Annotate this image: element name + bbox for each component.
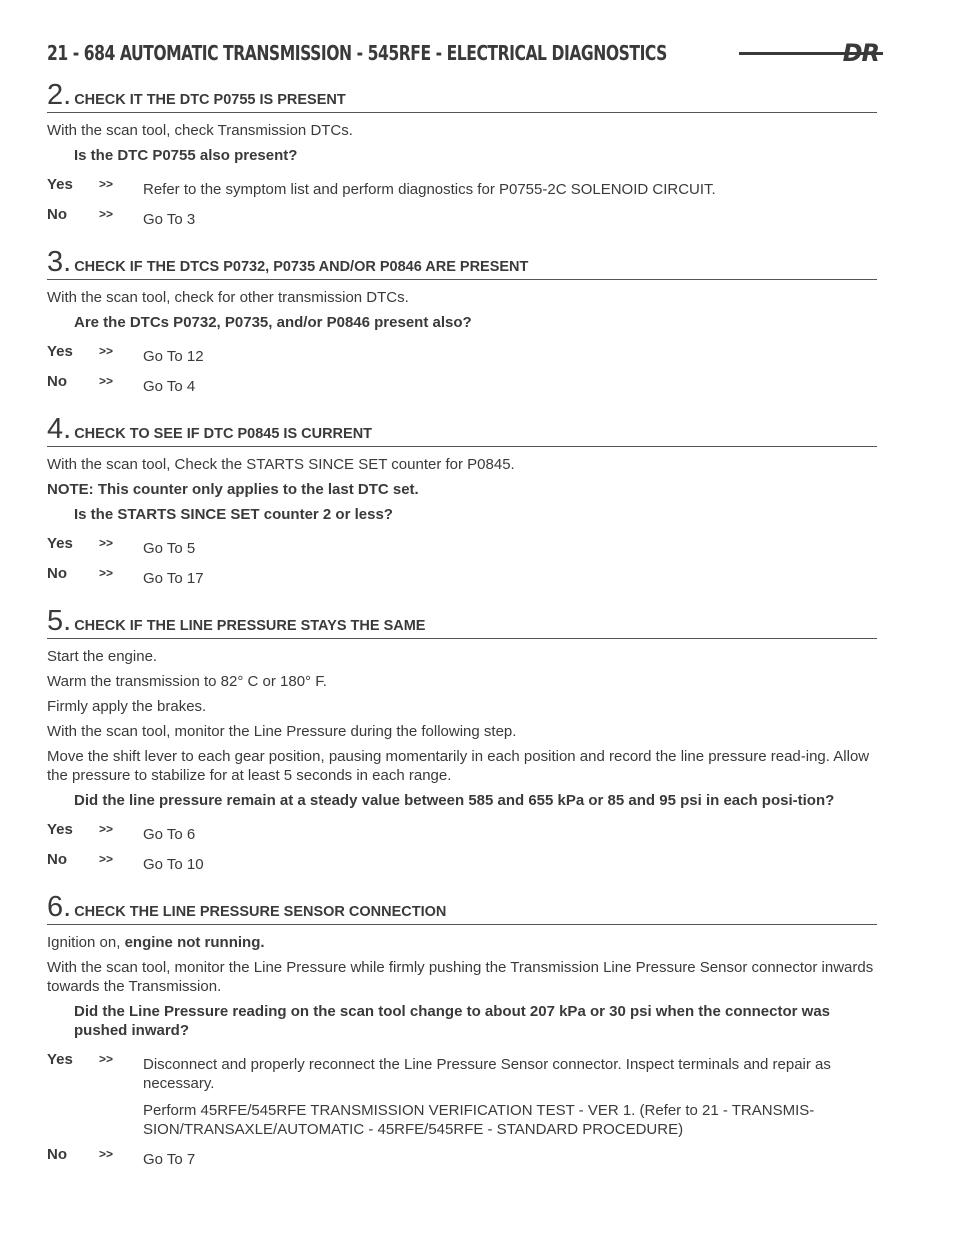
step-heading — [47, 892, 877, 925]
no-action: Go To 7 — [143, 1151, 196, 1168]
lead-text: Ignition on, — [47, 934, 121, 951]
instruction: Move the shift lever to each gear position, pausing momentarily in each position and record the line pressure read-ing. Allow the pressure to stabilize for at least 5 seconds in each range. — [47, 748, 870, 784]
yes-label: Yes — [47, 176, 73, 193]
answer-no — [47, 564, 877, 588]
instruction: Start the engine. — [47, 648, 158, 665]
no-label: No — [47, 206, 67, 223]
step-number: 5. — [47, 605, 72, 637]
question: Are the DTCs P0732, P0735, and/or P0846 present also? — [74, 314, 472, 331]
instruction — [47, 933, 877, 952]
dr-logo: DR — [842, 39, 879, 67]
step-heading — [47, 80, 877, 113]
answer-no — [47, 205, 877, 229]
no-label: No — [47, 373, 67, 390]
yes-label: Yes — [47, 1051, 73, 1068]
step-heading — [47, 414, 877, 447]
question: Did the Line Pressure reading on the scan tool change to about 207 kPa or 30 psi when the connector was pushed inward? — [74, 1003, 831, 1039]
answer-no — [47, 1145, 877, 1169]
no-label: No — [47, 565, 67, 582]
question: Is the STARTS SINCE SET counter 2 or less? — [74, 506, 393, 523]
instruction: Firmly apply the brakes. — [47, 698, 207, 715]
answer-no — [47, 372, 877, 396]
arrow-marker: >> — [99, 207, 114, 221]
step-title: CHECK IT THE DTC P0755 IS PRESENT — [74, 92, 346, 108]
no-action: Go To 17 — [143, 570, 204, 587]
answer-yes — [47, 1050, 877, 1139]
answer-yes — [47, 534, 877, 558]
arrow-marker: >> — [99, 852, 114, 866]
step-title: CHECK TO SEE IF DTC P0845 IS CURRENT — [74, 426, 373, 442]
question: Is the DTC P0755 also present? — [74, 147, 298, 164]
step-number: 3. — [47, 246, 72, 278]
instruction: With the scan tool, monitor the Line Pressure while firmly pushing the Transmission Line Pressure Sensor connector inwards towards the Transmission. — [47, 959, 874, 995]
step-title: CHECK IF THE LINE PRESSURE STAYS THE SAME — [74, 618, 426, 634]
arrow-marker: >> — [99, 374, 114, 388]
answer-yes — [47, 820, 877, 844]
note: NOTE: This counter only applies to the last DTC set. — [47, 481, 419, 498]
no-action: Go To 4 — [143, 378, 196, 395]
step-title: CHECK IF THE DTCS P0732, P0735 AND/OR P0846 ARE PRESENT — [74, 259, 529, 275]
no-action: Go To 3 — [143, 211, 196, 228]
step-number: 4. — [47, 413, 72, 445]
step-title: CHECK THE LINE PRESSURE SENSOR CONNECTION — [74, 904, 447, 920]
yes-action: Disconnect and properly reconnect the Line Pressure Sensor connector. Inspect terminals and repair as necessary. — [143, 1056, 831, 1092]
lead-bold-text: engine not running. — [124, 934, 265, 951]
answer-yes — [47, 175, 877, 199]
arrow-marker: >> — [99, 822, 114, 836]
yes-action: Perform 45RFE/545RFE TRANSMISSION VERIFICATION TEST - VER 1. (Refer to 21 - TRANSMIS-SION/TRANSAXLE/AUTOMATIC - 45RFE/545RFE - STANDARD PROCEDURE) — [143, 1102, 815, 1138]
yes-action: Go To 5 — [143, 540, 196, 557]
instruction: With the scan tool, Check the STARTS SINCE SET counter for P0845. — [47, 456, 515, 473]
step-5 — [47, 606, 877, 874]
instruction: With the scan tool, check Transmission DTCs. — [47, 122, 353, 139]
step-6 — [47, 892, 877, 1169]
yes-label: Yes — [47, 535, 73, 552]
page-header — [47, 38, 879, 68]
yes-action: Refer to the symptom list and perform diagnostics for P0755-2C SOLENOID CIRCUIT. — [143, 181, 716, 198]
step-number: 2. — [47, 79, 72, 111]
yes-action: Go To 12 — [143, 348, 204, 365]
yes-label: Yes — [47, 821, 73, 838]
instruction: Warm the transmission to 82° C or 180° F. — [47, 673, 327, 690]
yes-action: Go To 6 — [143, 826, 196, 843]
step-heading — [47, 606, 877, 639]
no-label: No — [47, 1146, 67, 1163]
no-label: No — [47, 851, 67, 868]
instruction: With the scan tool, monitor the Line Pressure during the following step. — [47, 723, 517, 740]
step-number: 6. — [47, 891, 72, 923]
header-title: 21 - 684 AUTOMATIC TRANSMISSION - 545RFE - ELECTRICAL DIAGNOSTICS — [47, 41, 667, 65]
arrow-marker: >> — [99, 1052, 114, 1066]
answer-yes — [47, 342, 877, 366]
arrow-marker: >> — [99, 177, 114, 191]
yes-label: Yes — [47, 343, 73, 360]
arrow-marker: >> — [99, 1147, 114, 1161]
arrow-marker: >> — [99, 536, 114, 550]
step-2 — [47, 80, 877, 229]
step-4 — [47, 414, 877, 588]
step-3 — [47, 247, 877, 396]
answer-no — [47, 850, 877, 874]
arrow-marker: >> — [99, 566, 114, 580]
document-body — [47, 80, 877, 1175]
step-heading — [47, 247, 877, 280]
instruction: With the scan tool, check for other transmission DTCs. — [47, 289, 409, 306]
question: Did the line pressure remain at a steady value between 585 and 655 kPa or 85 and 95 psi in each posi-tion? — [74, 792, 835, 809]
no-action: Go To 10 — [143, 856, 204, 873]
arrow-marker: >> — [99, 344, 114, 358]
